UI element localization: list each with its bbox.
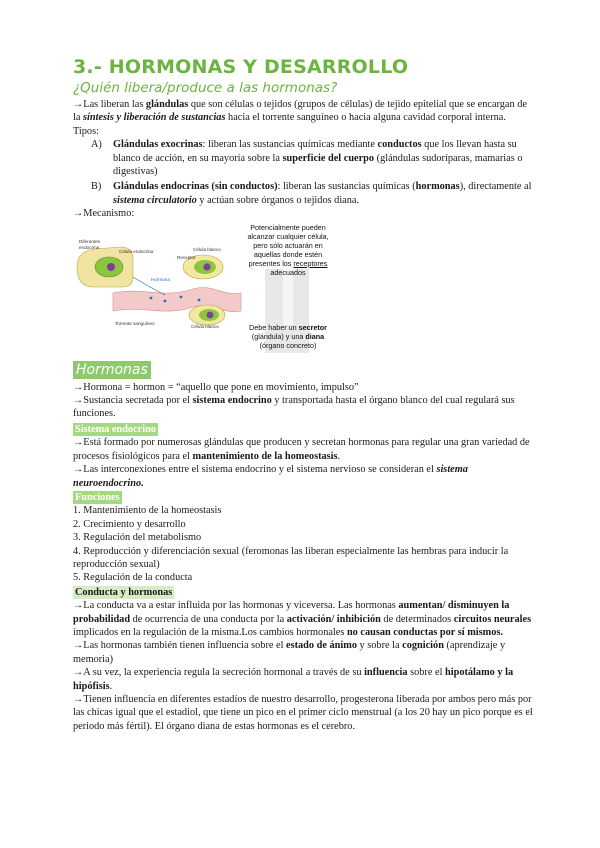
annotation-receptores: Potencialmente pueden alcanzar cualquier célula, pero sólo actuarán en aquellas donde estén presentes los receptores adecuados bbox=[247, 222, 329, 277]
sistema-p1: →Está formado por numerosas glándulas que producen y secretan hormonas para regular una gran variedad de procesos fisiológicos para el mantenimiento de la homeostasis. bbox=[73, 437, 530, 462]
subheading-funciones: Funciones bbox=[75, 491, 120, 503]
conducta-p4: →Tienen influencia en diferentes estadíos de nuestro desarrollo, progesterona liberada por ambos pero más por las chicas igual que el estadiol, que tiene un pico en el primer ciclo menstrual (a los 20 hay un pico porque es el periodo más fértil). El órgano diana de estas hormonas es el cerebro. bbox=[73, 694, 533, 732]
mecanismo-label: →Mecanismo: bbox=[73, 208, 135, 220]
intro-paragraph: →Las liberan las glándulas que son células o tejidos (grupos de células) de tejido epitelial que se encargan de la síntesis y liberación de sustancias hacia el torrente sanguíneo o hacia alguna cavidad corporal interna. Tipos: bbox=[73, 99, 527, 137]
hormone-dot bbox=[164, 299, 167, 302]
arrow-icon: → bbox=[73, 464, 84, 476]
conducta-p2: →Las hormonas también tienen influencia sobre el estado de ánimo y sobre la cognición (aprendizaje y memoria) bbox=[73, 640, 506, 665]
endocrine-nucleus bbox=[107, 263, 115, 271]
arrow-icon: → bbox=[73, 395, 84, 407]
label-celula-blanco-2: Célula blanco bbox=[191, 323, 219, 329]
arrow-icon: → bbox=[73, 437, 84, 449]
label-receptor: Receptor bbox=[177, 254, 196, 260]
blood-vessel bbox=[113, 287, 241, 311]
list-item: 1. Mantenimiento de la homeostasis bbox=[73, 505, 222, 517]
hormonas-definition: →Hormona = hormon = “aquello que pone en movimiento, impulso” bbox=[73, 381, 359, 393]
subheading-conducta: Conducta y hormonas bbox=[75, 586, 173, 598]
arrow-icon: → bbox=[73, 99, 84, 110]
list-item: 5. Regulación de la conducta bbox=[73, 572, 193, 584]
section-subtitle-quien: ¿Quién libera/produce a las hormonas? bbox=[73, 80, 338, 96]
annotation-secretor-diana: Debe haber un secretor (glándula) y una diana (órgano concreto) bbox=[249, 322, 327, 350]
label-celula-blanco-1: Célula blanco bbox=[193, 246, 221, 252]
page-title: 3.- HORMONAS Y DESARROLLO bbox=[73, 56, 409, 78]
hormone-dot bbox=[198, 298, 201, 301]
label-hormona: Hormona bbox=[151, 276, 170, 282]
label-torrente: Torrente sanguíneo bbox=[115, 320, 155, 326]
conducta-p3: →A su vez, la experiencia regula la secreción hormonal a través de su influencia sobre el hipotálamo y la hipófisis. bbox=[73, 667, 514, 692]
list-item: 2. Crecimiento y desarrollo bbox=[73, 518, 186, 530]
document-page bbox=[73, 56, 533, 733]
sistema-p2: →Las interconexiones entre el sistema endocrino y el sistema nervioso se consideran el sistema neuroendocrino. bbox=[73, 464, 468, 489]
figure-annotation-panel bbox=[233, 223, 343, 359]
arrow-icon: → bbox=[73, 640, 84, 652]
hormonas-sustancia: →Sustancia secretada por el sistema endocrino y transportada hasta el órgano blanco del cual regulará sus funciones. bbox=[73, 395, 515, 420]
funciones-list bbox=[73, 504, 533, 584]
arrow-icon: → bbox=[73, 694, 84, 705]
list-item: 4. Reproducción y diferenciación sexual (feromonas las liberan especialmente las hembras para inducir la reproducción sexual) bbox=[73, 545, 509, 570]
target-cell-bottom-nucleus bbox=[207, 311, 214, 318]
mechanism-figure bbox=[73, 223, 533, 361]
hormone-dot bbox=[150, 296, 153, 299]
arrow-icon: → bbox=[73, 667, 84, 679]
list-item: 3. Regulación del metabolismo bbox=[73, 532, 202, 544]
conducta-p1: →La conducta va a estar influida por las hormonas y viceversa. Las hormonas aumentan/ disminuyen la probabilidad de ocurrencia de una conducta por la activación/ inhibición de determinados circuitos neurales implicados en la regulación de la misma.Los cambios hormonales no causan conductas por sí mismos. bbox=[73, 600, 532, 638]
section-heading-hormonas: Hormonas bbox=[73, 361, 151, 379]
arrow-icon: → bbox=[73, 600, 84, 612]
label-diferentes: Diferentes bbox=[79, 238, 100, 244]
target-cell-top-nucleus bbox=[203, 263, 210, 270]
endocrine-diagram bbox=[73, 237, 243, 329]
hormone-dot bbox=[180, 295, 183, 298]
list-item-endocrinas: B) Glándulas endocrinas (sin conductos): liberan las sustancias químicas (hormonas), directamente al sistema circulatorio y actúan sobre órganos o tejidos diana. bbox=[91, 181, 532, 206]
list-item-exocrinas: A) Glándulas exocrinas: liberan las sustancias químicas mediante conductos que los llevan hasta su blanco de acción, en su mayoría sobre la superficie del cuerpo (glándulas sudoríparas, mamarias o digestivas) bbox=[91, 139, 523, 178]
arrow-icon: → bbox=[73, 208, 84, 220]
label-endocrina: endocrina bbox=[79, 244, 100, 250]
arrow-icon: → bbox=[73, 381, 84, 393]
label-celula-endocrina: Célula endocrina bbox=[119, 248, 154, 254]
subheading-sistema-endocrino: Sistema endocrino bbox=[75, 423, 156, 435]
